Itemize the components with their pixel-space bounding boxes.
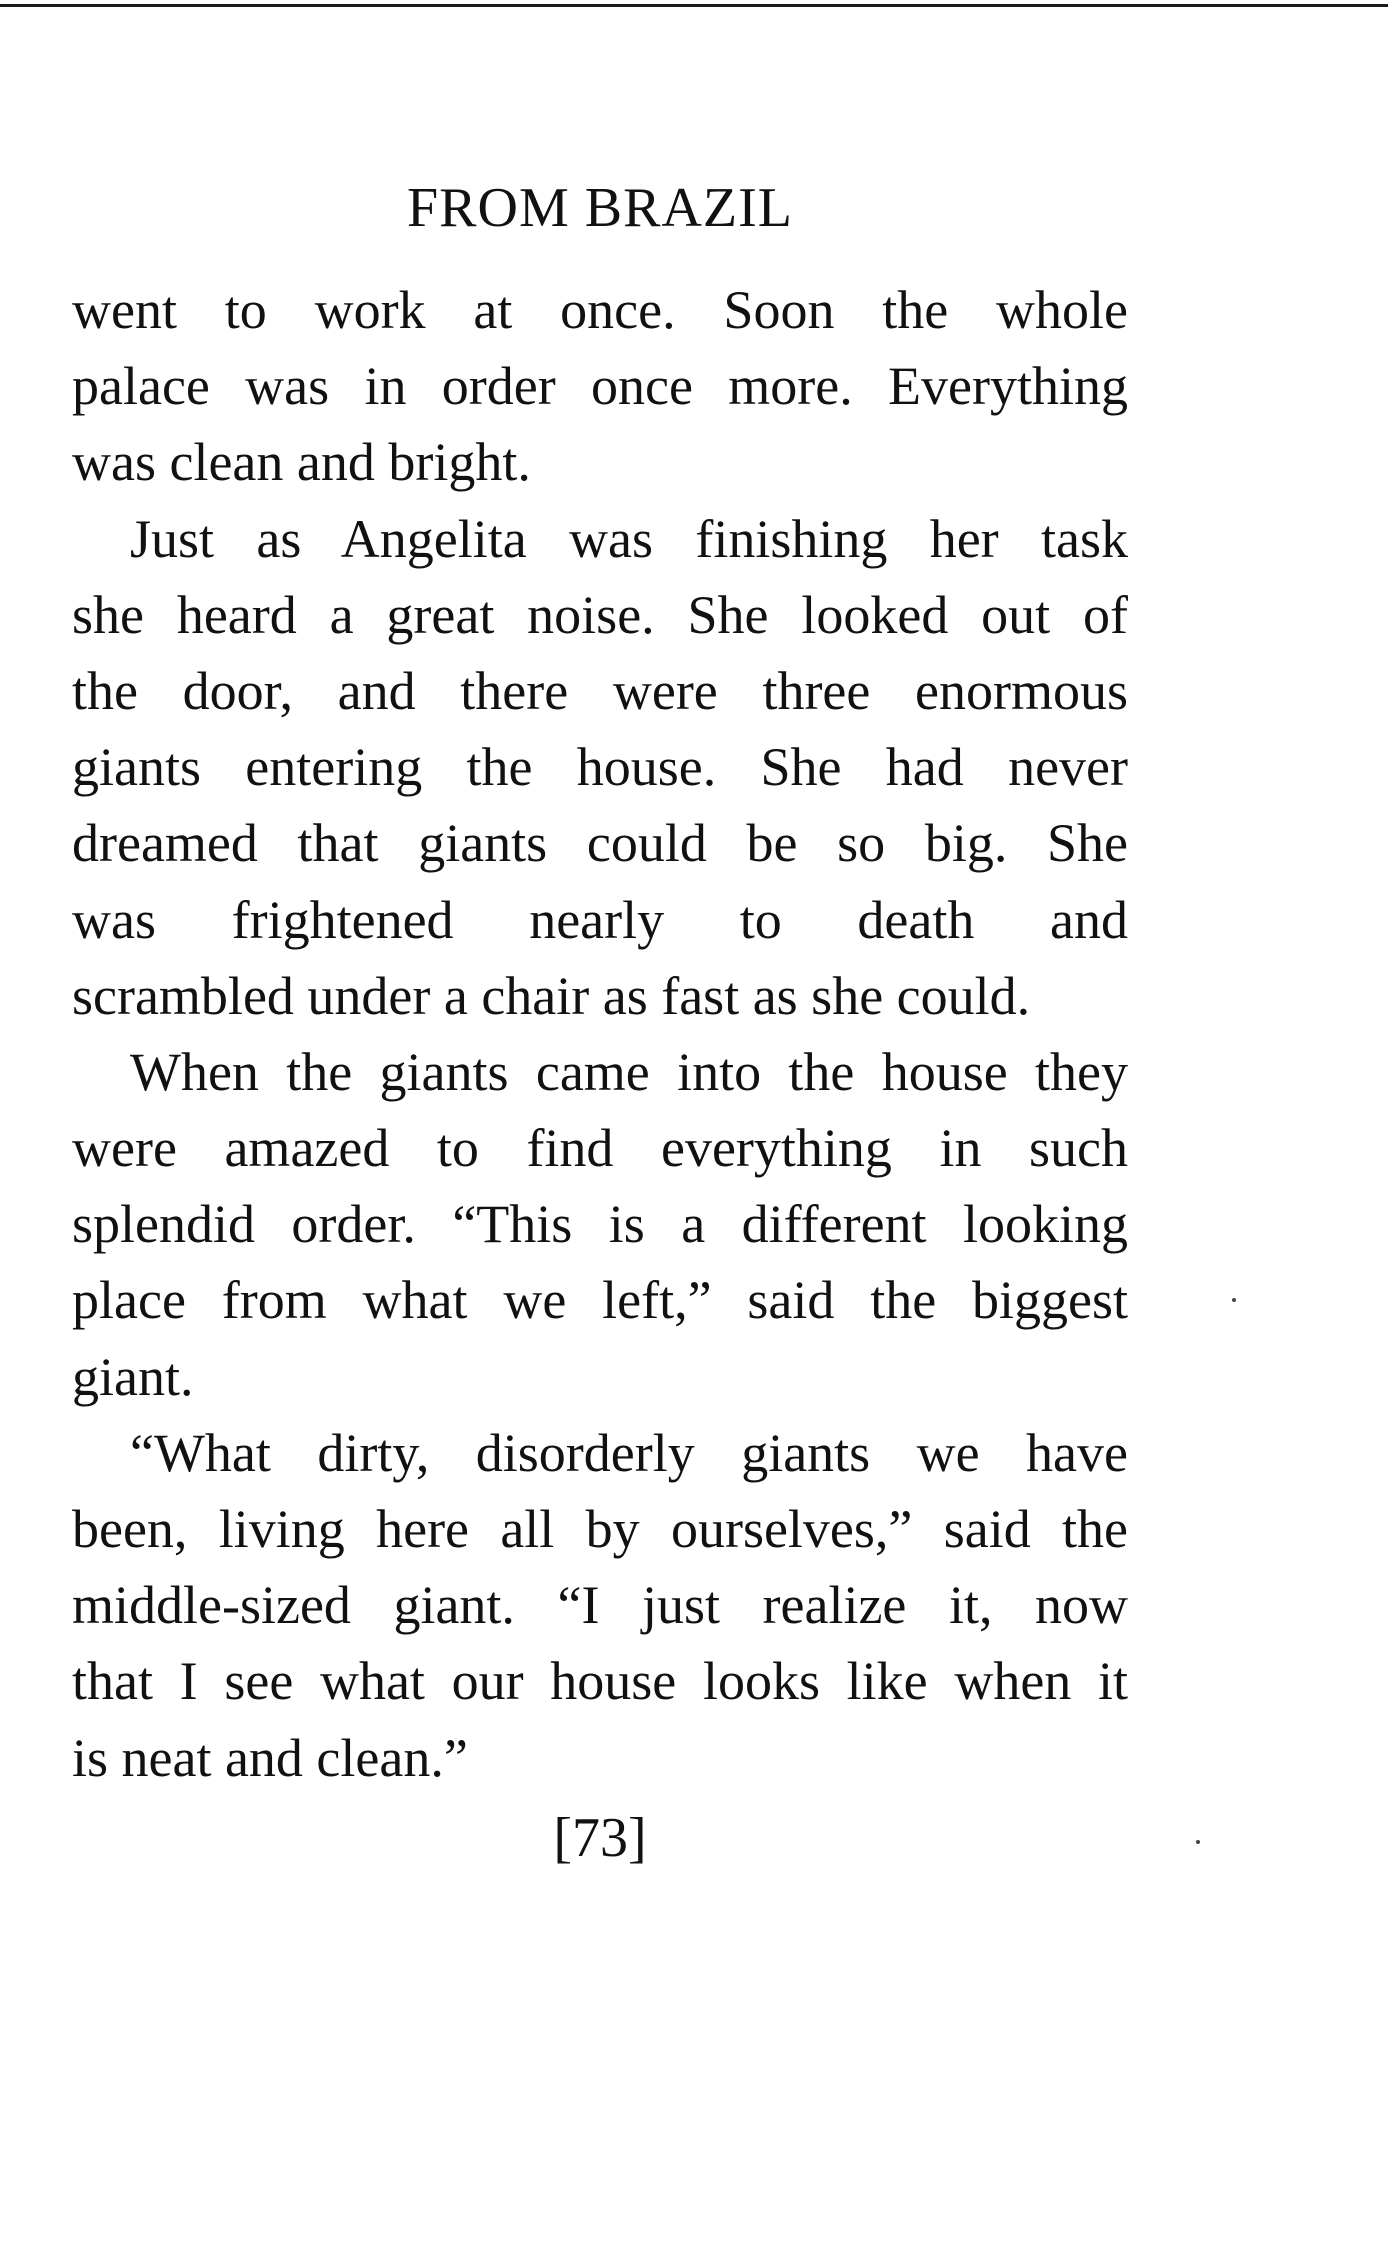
text-line: is neat and clean.”	[72, 1727, 468, 1788]
text-line: she heard a great noise. She looked out of	[72, 584, 1128, 645]
text-line: was clean and bright.	[72, 432, 531, 493]
page-number: [73]	[553, 1807, 647, 1869]
text-line: place from what we left,” said the biggest	[72, 1270, 1128, 1331]
text-line: palace was in order once more. Everything	[72, 356, 1128, 417]
text-line: went to work at once. Soon the whole	[72, 280, 1128, 340]
text-line: dreamed that giants could be so big. She	[72, 813, 1128, 874]
text-line: the door, and there were three enormous	[72, 660, 1128, 721]
text-line: was frightened nearly to death and	[72, 889, 1128, 950]
text-line: scrambled under a chair as fast as she could.	[72, 965, 1031, 1026]
text-line: giant.	[72, 1346, 194, 1407]
body-text	[72, 272, 1128, 1796]
text-line: Just as Angelita was finishing her task	[130, 508, 1128, 569]
top-border-rule	[0, 4, 1388, 7]
text-line: splendid order. “This is a different looking	[72, 1194, 1128, 1255]
text-line: “What dirty, disorderly giants we have	[130, 1422, 1128, 1483]
text-line: that I see what our house looks like when it	[72, 1651, 1128, 1712]
running-head: FROM BRAZIL	[407, 177, 793, 239]
text-line: were amazed to find everything in such	[72, 1118, 1128, 1179]
text-line: When the giants came into the house they	[130, 1041, 1128, 1102]
scan-speck	[1232, 1298, 1236, 1302]
scan-speck	[1196, 1840, 1200, 1844]
text-line: been, living here all by ourselves,” said the	[72, 1499, 1128, 1559]
text-line: giants entering the house. She had never	[72, 737, 1128, 798]
text-line: middle-sized giant. “I just realize it, now	[72, 1575, 1128, 1636]
